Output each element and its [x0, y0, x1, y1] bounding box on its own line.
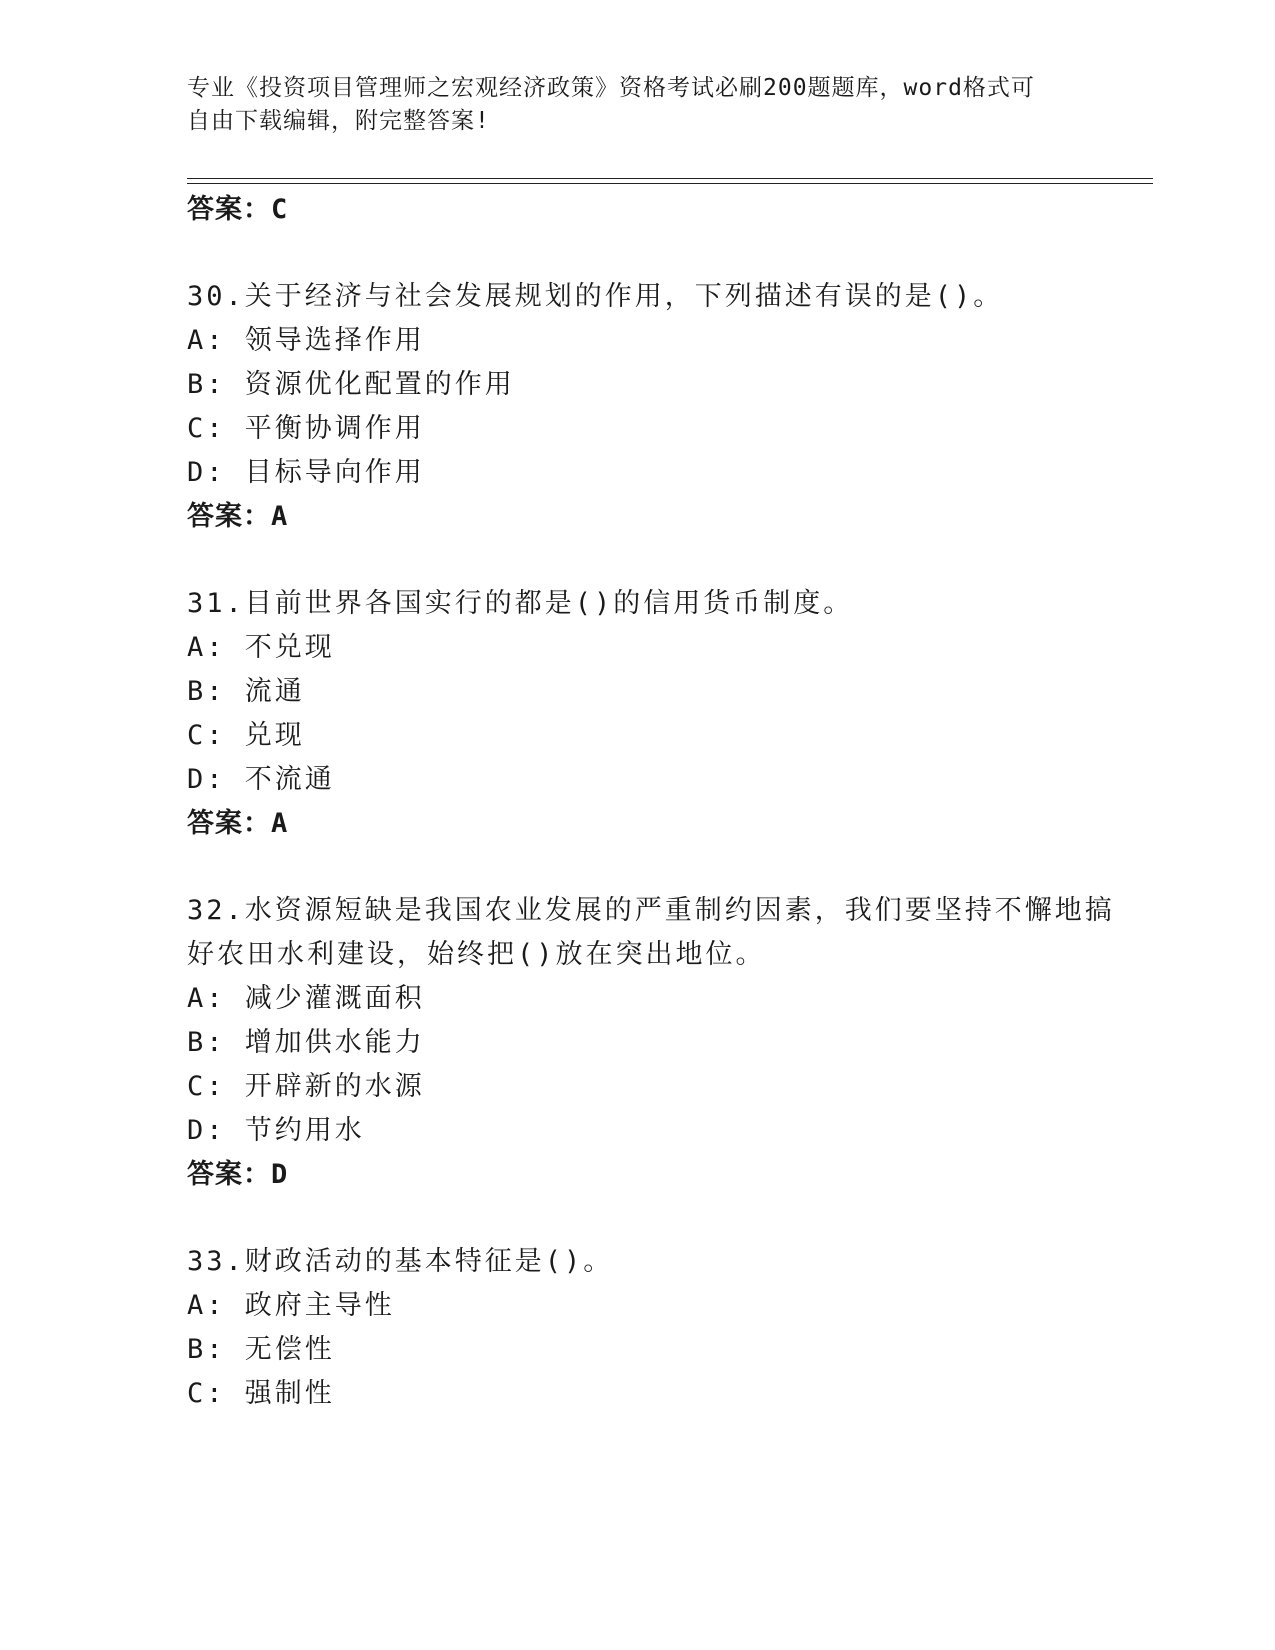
question-31-stem: 31.目前世界各国实行的都是()的信用货币制度。 — [187, 588, 854, 619]
question-32-answer: 答案：D — [187, 1159, 289, 1190]
question-32-stem-line-1: 32.水资源短缺是我国农业发展的严重制约因素，我们要坚持不懈地搞 — [187, 895, 1115, 926]
question-31-option-b: B: 流通 — [187, 676, 305, 707]
question-33-option-a: A: 政府主导性 — [187, 1290, 395, 1321]
question-31-option-c: C: 兑现 — [187, 720, 305, 751]
question-30-option-c: C: 平衡协调作用 — [187, 413, 425, 444]
header-divider-bottom — [187, 183, 1153, 184]
header-divider-top — [187, 178, 1153, 179]
question-30-option-b: B: 资源优化配置的作用 — [187, 369, 515, 400]
question-30-option-a: A: 领导选择作用 — [187, 325, 425, 356]
question-31-option-a: A: 不兑现 — [187, 632, 335, 663]
question-30-option-d: D: 目标导向作用 — [187, 457, 425, 488]
question-33-option-b: B: 无偿性 — [187, 1334, 335, 1365]
question-32-option-b: B: 增加供水能力 — [187, 1027, 425, 1058]
answer-prev: 答案：C — [187, 194, 289, 225]
question-31-option-d: D: 不流通 — [187, 764, 335, 795]
header-line-2: 自由下载编辑，附完整答案! — [187, 108, 490, 134]
document-header — [187, 72, 1067, 138]
question-30-stem: 30.关于经济与社会发展规划的作用，下列描述有误的是()。 — [187, 281, 1004, 312]
question-33-stem: 33.财政活动的基本特征是()。 — [187, 1246, 614, 1277]
question-31-answer: 答案：A — [187, 808, 289, 839]
question-32-option-d: D: 节约用水 — [187, 1115, 365, 1146]
question-33-option-c: C: 强制性 — [187, 1378, 335, 1409]
header-line-1: 专业《投资项目管理师之宏观经济政策》资格考试必刷200题题库，word格式可 — [187, 75, 1035, 101]
question-32-option-a: A: 减少灌溉面积 — [187, 983, 425, 1014]
question-32-option-c: C: 开辟新的水源 — [187, 1071, 425, 1102]
question-30-answer: 答案：A — [187, 501, 289, 532]
question-32-stem-line-2: 好农田水利建设，始终把()放在突出地位。 — [187, 939, 766, 970]
